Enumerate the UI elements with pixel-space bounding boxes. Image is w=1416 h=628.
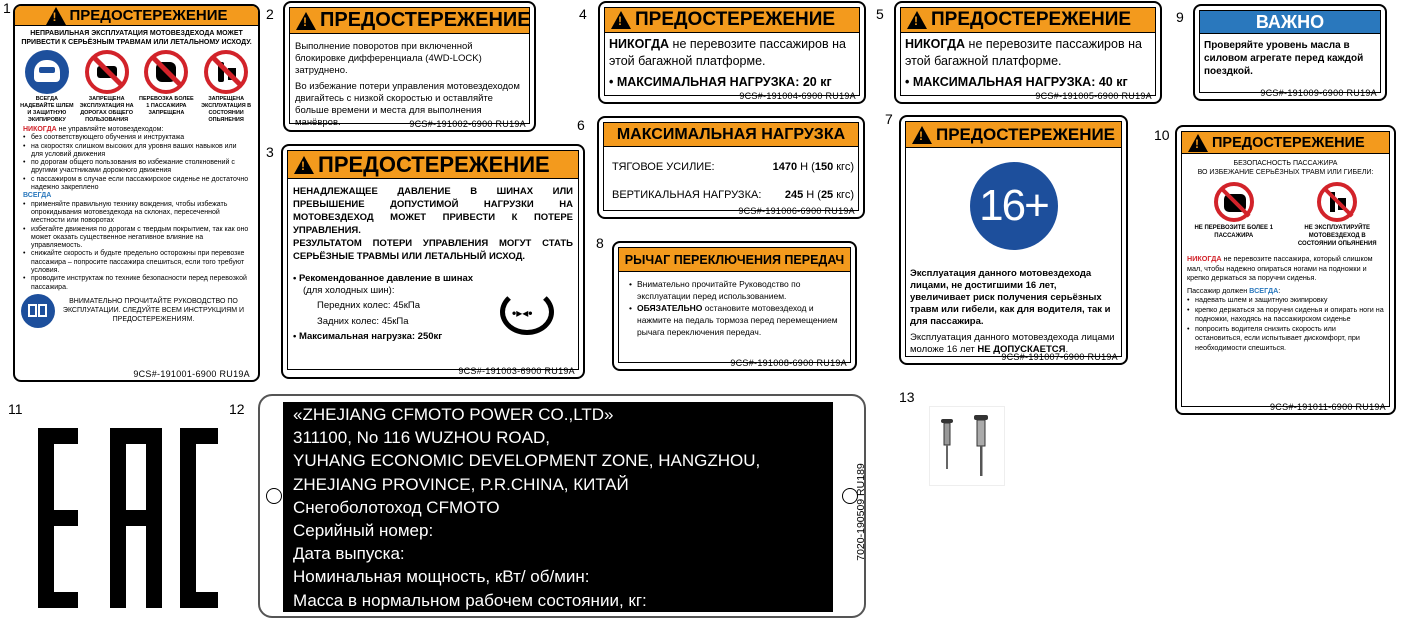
nameplate [258,394,866,618]
label-8-gear-shift: РЫЧАГ ПЕРЕКЛЮЧЕНИЯ ПЕРЕДАЧ • Внимательно прочитайте Руководство по эксплуатации перед использованием. • ОБЯЗАТЕЛЬНО остановите мотовездеход и нажмите на педаль тормоза перед перемещением рычага переключения передач. 9CS#-191008-6900 RU19A [612,241,857,371]
no-alcohol-icon [204,50,248,94]
nameplate-plate: «ZHEJIANG CFMOTO POWER CO.,LTD» 311100, No 116 WUZHOU ROAD, YUHANG ECONOMIC DEVELOPMENT ZONE, HANGZHOU, ZHEJIANG PROVINCE, P.R.CHINA, КИТАЙ Снегоболотоход CFMOTO Серийный номер: Дата выпуска: Номинальная мощность, кВт/ об/мин: Масса в нормальном рабочем состоянии, кг: [283,402,833,612]
item-number: 13 [899,389,915,405]
item-number: 6 [577,117,585,133]
warning-header: ! ПРЕДОСТЕРЕЖЕНИЕ [290,8,529,34]
warning-triangle-icon [46,7,66,25]
warning-triangle-icon [907,11,927,29]
warning-header: ! ПРЕДОСТЕРЕЖЕНИЕ [288,151,578,179]
label-5-rack-40kg: ! ПРЕДОСТЕРЕЖЕНИЕ НИКОГДА не перевозите пассажиров на этой багажной платформе. • МАКСИМАЛЬНАЯ НАГРУЗКА: 40 кг 9CS#-191005-6900 RU19A [894,1,1162,104]
eac-mark [38,402,220,612]
item-number: 8 [596,235,604,251]
item-number: 9 [1176,9,1184,25]
nameplate-code: 7020-190509 RU189 [855,463,867,561]
never-list: • без соответствующего обучения и инструктажа • на скоростях слишком высоких для уровня ваших навыков или для условий движения • по дорогам общего пользования во избежание столкновений с другими участниками дорожного движения • с пассажиром в случае если пассажирское сиденье не достаточно надежно закреплено [23,134,250,192]
no-alcohol-icon [1317,182,1357,222]
part-code: 9CS#-191009-6900 RU19A [1260,88,1377,98]
mounting-hole [266,488,282,504]
warning-triangle-icon [296,12,316,30]
item-number: 5 [876,6,884,22]
warning-header: ! ПРЕДОСТЕРЕЖЕНИЕ [906,122,1121,148]
label-4-rack-20kg: ! ПРЕДОСТЕРЕЖЕНИЕ НИКОГДА не перевозите пассажиров на этой багажной платформе. • МАКСИМАЛЬНАЯ НАГРУЗКА: 20 кг 9CS#-191004-6900 RU19A [598,1,866,104]
manual-block: ВНИМАТЕЛЬНО ПРОЧИТАЙТЕ РУКОВОДСТВО ПО ЭКСПЛУАТАЦИИ. СЛЕДУЙТЕ ВСЕМ ИНСТРУКЦИЯМ И ПРЕДОСТЕРЕЖЕНИЯМ. [15,292,258,328]
vertical-load-row: ВЕРТИКАЛЬНАЯ НАГРУЗКА: 245 Н (25 кгс) [612,189,854,201]
label-1-warning [13,4,260,382]
tire-pressure-icon: •▸◂• [498,287,556,337]
helmet-icon [25,50,69,94]
item-number: 1 [3,0,11,16]
warning-triangle-icon [611,11,631,29]
warning-triangle-icon [1188,134,1208,152]
part-code: 9CS#-191005-6900 RU19A [1035,91,1152,101]
item-number: 10 [1154,127,1170,143]
warning-header: ! ПРЕДОСТЕРЕЖЕНИЕ [901,8,1155,33]
warning-header: ! ПРЕДОСТЕРЕЖЕНИЕ [605,8,859,33]
label-3-tire-pressure: ! ПРЕДОСТЕРЕЖЕНИЕ НЕНАДЛЕЖАЩЕЕ ДАВЛЕНИЕ В ШИНАХ ИЛИ ПРЕВЫШЕНИЕ ДОПУСТИМОЙ НАГРУЗКИ НА МОТОВЕЗДЕХОД МОЖЕТ ПРИВЕСТИ К ПОТЕРЕ УПРАВЛЕНИЯ. РЕЗУЛЬТАТОМ ПОТЕРИ УПРАВЛЕНИЯ МОГУТ СТАТЬ СЕРЬЁЗНЫЕ ТРАВМЫ ИЛИ ЛЕТАЛЬНЫЙ ИСХОД. • Рекомендованное давление в шинах (для холодных шин): Передних колес: 45кПа Задних колес: 45кПа • Максимальная нагрузка: 250кг •▸◂• 9CS#-191003-6900 RU19A [281,144,585,379]
part-code: 9CS#-191006-6900 RU19A [738,206,855,216]
item-number: 11 [8,401,23,417]
part-code: 9CS#-191011-6900 RU19A [1269,402,1386,412]
age-16-icon: 16+ [970,162,1058,250]
always-list: • применяйте правильную технику вождения, чтобы избежать опрокидывания мотовездехода на склонах, пересеченной местности или поворотах • избегайте движения по дорогам с твердым покрытием, так как оно может оказать существенное негативное влияние на управляемость. • снижайте скорость и будьте предельно осторожны при перевозке пассажира – попросите пассажира спешиться, если того требуют условия. • проводите инструктаж по технике безопасности перед перевозкой пассажира. [23,201,250,292]
part-code: 9CS#-191001-6900 RU19A [133,369,250,379]
label-10-passenger-safety: ! ПРЕДОСТЕРЕЖЕНИЕ БЕЗОПАСНОСТЬ ПАССАЖИРА ВО ИЗБЕЖАНИЕ СЕРЬЁЗНЫХ ТРАВМ ИЛИ ГИБЕЛИ: НЕ ПЕРЕВОЗИТЕ БОЛЕЕ 1 ПАССАЖИРА НЕ ЭКСПЛУАТИРУЙТЕ МОТОВЕЗДЕХОД В СОСТОЯНИИ ОПЬЯНЕНИЯ НИКОГДА не перевозите пассажира, который слишком мал, чтобы надежно опираться ногами на подножки и крепко держаться за поручни сиденья. Пассажир должен ВСЕГДА: • надевать шлем и защитную экипировку • крепко держаться за поручни сиденья и опирать ноги на подножки, находясь на пассажирском сиденье • попросить водителя снизить скорость или остановиться, если испытывает дискомфорт, при необходимости спешиться. 9CS#-191011-6900 RU19A [1175,125,1396,415]
rivet-icon [930,407,1006,487]
warning-header: ! ПРЕДОСТЕРЕЖЕНИЕ [15,6,258,26]
part-code: 9CS#-191007-6900 RU19A [1001,352,1118,362]
label-2-4wd-lock: ! ПРЕДОСТЕРЕЖЕНИЕ Выполнение поворотов при включенной блокировке дифференциала (4WD-LOCK) затруднено. Во избежание потери управления мотовездеходом двигайтесь с низкой скоростью и оставляйте больше времени и места для выполнения манёвров. 9CS#-191002-6900 RU19A [283,1,536,132]
item-number: 12 [229,401,245,417]
no-public-roads-icon [85,50,129,94]
warning-header: ! ПРЕДОСТЕРЕЖЕНИЕ [1182,132,1389,154]
warning-triangle-icon [912,126,932,144]
part-code: 9CS#-191004-6900 RU19A [739,91,856,101]
label-9-oil-check: ВАЖНО Проверяйте уровень масла в силовом агрегате перед каждой поездкой. 9CS#-191009-6900 RU19A [1193,4,1387,101]
intro-text: НЕПРАВИЛЬНАЯ ЭКСПЛУАТАЦИЯ МОТОВЕЗДЕХОДА МОЖЕТ ПРИВЕСТИ К СЕРЬЁЗНЫМ ТРАВМАМ ИЛИ ЛЕТАЛЬНОМУ ИСХОДУ. [21,30,252,46]
item-number: 4 [579,6,587,22]
read-manual-icon [21,294,55,328]
item-number: 7 [885,111,893,127]
no-extra-passengers-icon [1214,182,1254,222]
rivets-image [929,406,1005,486]
pictogram-row: ВСЕГДА НАДЕВАЙТЕ ШЛЕМ И ЗАЩИТНУЮ ЭКИПИРОВКУ ЗАПРЕЩЕНА ЭКСПЛУАТАЦИЯ НА ДОРОГАХ ОБЩЕГО ПОЛЬЗОВАНИЯ ПЕРЕВОЗКА БОЛЕЕ 1 ПАССАЖИРА ЗАПРЕЩЕНА ЗАПРЕЩЕНА ЭКСПЛУАТАЦИЯ В СОСТОЯНИИ ОПЬЯНЕНИЯ [15,47,258,124]
label-6-max-load: МАКСИМАЛЬНАЯ НАГРУЗКА ТЯГОВОЕ УСИЛИЕ: 1470 Н (150 кгс) ВЕРТИКАЛЬНАЯ НАГРУЗКА: 245 Н (25 кгс) 9CS#-191006-6900 RU19A [597,116,865,219]
instructions: НИКОГДА не управляйте мотовездеходом: • без соответствующего обучения и инструктажа • на скоростях слишком высоких для уровня ваших навыков или для условий движения • по дорогам общего пользования во избежание столкновений с другими участниками дорожного движения • с пассажиром в случае если пассажирское сиденье не достаточно надежно закреплено ВСЕГДА • применяйте правильную технику вождения, чтобы избежать опрокидывания мотовездехода на склонах, пересеченной местности или поворотах • избегайте движения по дорогам с твердым покрытием, так как оно может оказать существенное негативное влияние на управляемость. • снижайте скорость и будьте предельно осторожны при перевозке пассажира – попросите пассажира спешиться, если того требуют условия. • проводите инструктаж по технике безопасности перед перевозкой пассажира. [15,124,258,292]
warning-triangle-icon [294,156,314,174]
label-7-age-16: ! ПРЕДОСТЕРЕЖЕНИЕ 16+ Эксплуатация данного мотовездехода лицами, не достигшими 16 лет, увеличивает риск получения серьёзных травм или гибели, как для водителя, так и для пассажира. Эксплуатация данного мотовездехода лицами моложе 16 лет НЕ ДОПУСКАЕТСЯ. 9CS#-191007-6900 RU19A [899,115,1128,365]
no-extra-passengers-icon [144,50,188,94]
part-code: 9CS#-191003-6900 RU19A [458,366,575,376]
part-code: 9CS#-191002-6900 RU19A [409,119,526,129]
towing-row: ТЯГОВОЕ УСИЛИЕ: 1470 Н (150 кгс) [612,161,854,173]
item-number: 2 [266,6,274,22]
item-number: 3 [266,144,274,160]
part-code: 9CS#-191008-6900 RU19A [730,358,847,368]
